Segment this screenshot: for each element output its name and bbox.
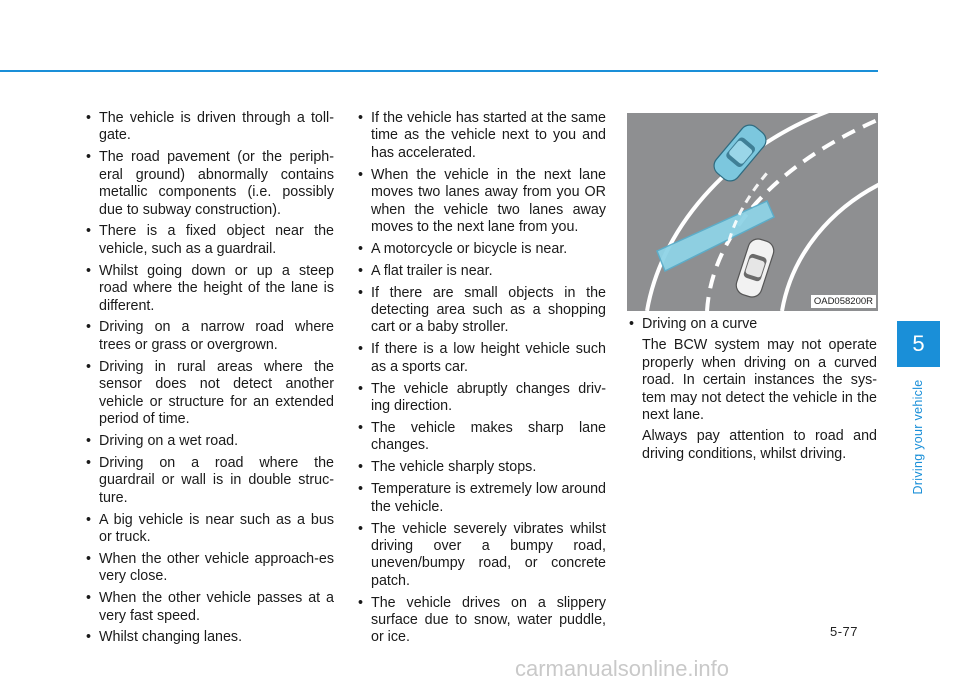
watermark: carmanualsonline.info [515, 656, 730, 681]
chapter-title-text: Driving your vehicle [911, 379, 925, 495]
list-item: • A motorcycle or bicycle is near. [356, 241, 606, 258]
column-middle [356, 110, 606, 651]
list-item: • The vehicle makes sharp lane changes. [356, 420, 606, 455]
list-item: • A flat trailer is near. [356, 263, 606, 280]
list-item: • The vehicle drives on a slippery surface due to snow, water puddle, or ice. [356, 595, 606, 647]
list-item: • Whilst going down or up a steep road where the height of the lane is different. [84, 263, 334, 315]
list-item: • If the vehicle has started at the same time as the vehicle next to you and has accelerated. [356, 110, 606, 162]
list-item: • The vehicle abruptly changes driv-ing direction. [356, 381, 606, 416]
curve-illustration [627, 113, 878, 311]
list-item: • If there are small objects in the detecting area such as a shopping cart or a baby stroller. [356, 285, 606, 337]
list-item: • If there is a low height vehicle such as a sports car. [356, 341, 606, 376]
page-number: 5-77 [830, 624, 859, 639]
list-item: • The vehicle sharply stops. [356, 459, 606, 476]
list-item: • There is a fixed object near the vehicle, such as a guardrail. [84, 223, 334, 258]
curved-road-diagram [627, 113, 878, 311]
header-rule [0, 70, 878, 72]
body-paragraph: The BCW system may not operate properly when driving on a curved road. In certain instances the sys-tem may not detect the vehicle in the next lane. [642, 337, 877, 424]
list-item: • Driving on a narrow road where trees or grass or overgrown. [84, 319, 334, 354]
list-item: • A big vehicle is near such as a bus or truck. [84, 512, 334, 547]
list-item: • The vehicle is driven through a toll-gate. [84, 110, 334, 145]
list-item: • Driving on a road where the guardrail or wall is in double struc-ture. [84, 455, 334, 507]
list-item: • The road pavement (or the periph-eral ground) abnormally contains metallic components (i.e. possibly due to subway construction). [84, 149, 334, 219]
figure-code: OAD058200R [811, 295, 876, 308]
list-item: • When the other vehicle approach-es very close. [84, 551, 334, 586]
chapter-number-tab: 5 [897, 321, 940, 367]
chapter-title [896, 372, 940, 502]
list-item: • Driving on a wet road. [84, 433, 334, 450]
list-item: • When the other vehicle passes at a very fast speed. [84, 590, 334, 625]
body-paragraph: Always pay attention to road and driving conditions, whilst driving. [642, 428, 877, 462]
list-item: • When the vehicle in the next lane moves two lanes away from you OR when the vehicle two lanes away moves to the next lane from you. [356, 167, 606, 237]
list-item: • Driving in rural areas where the sensor does not detect another vehicle or structure for an extended period of time. [84, 359, 334, 429]
list-item: • Temperature is extremely low around the vehicle. [356, 481, 606, 516]
list-item: • Driving on a curve [627, 316, 877, 333]
column-right-text [627, 316, 877, 463]
list-item: • The vehicle severely vibrates whilst driving over a bumpy road, uneven/bumpy road, or concrete patch. [356, 521, 606, 591]
column-left [84, 110, 334, 651]
list-item: • Whilst changing lanes. [84, 629, 334, 646]
